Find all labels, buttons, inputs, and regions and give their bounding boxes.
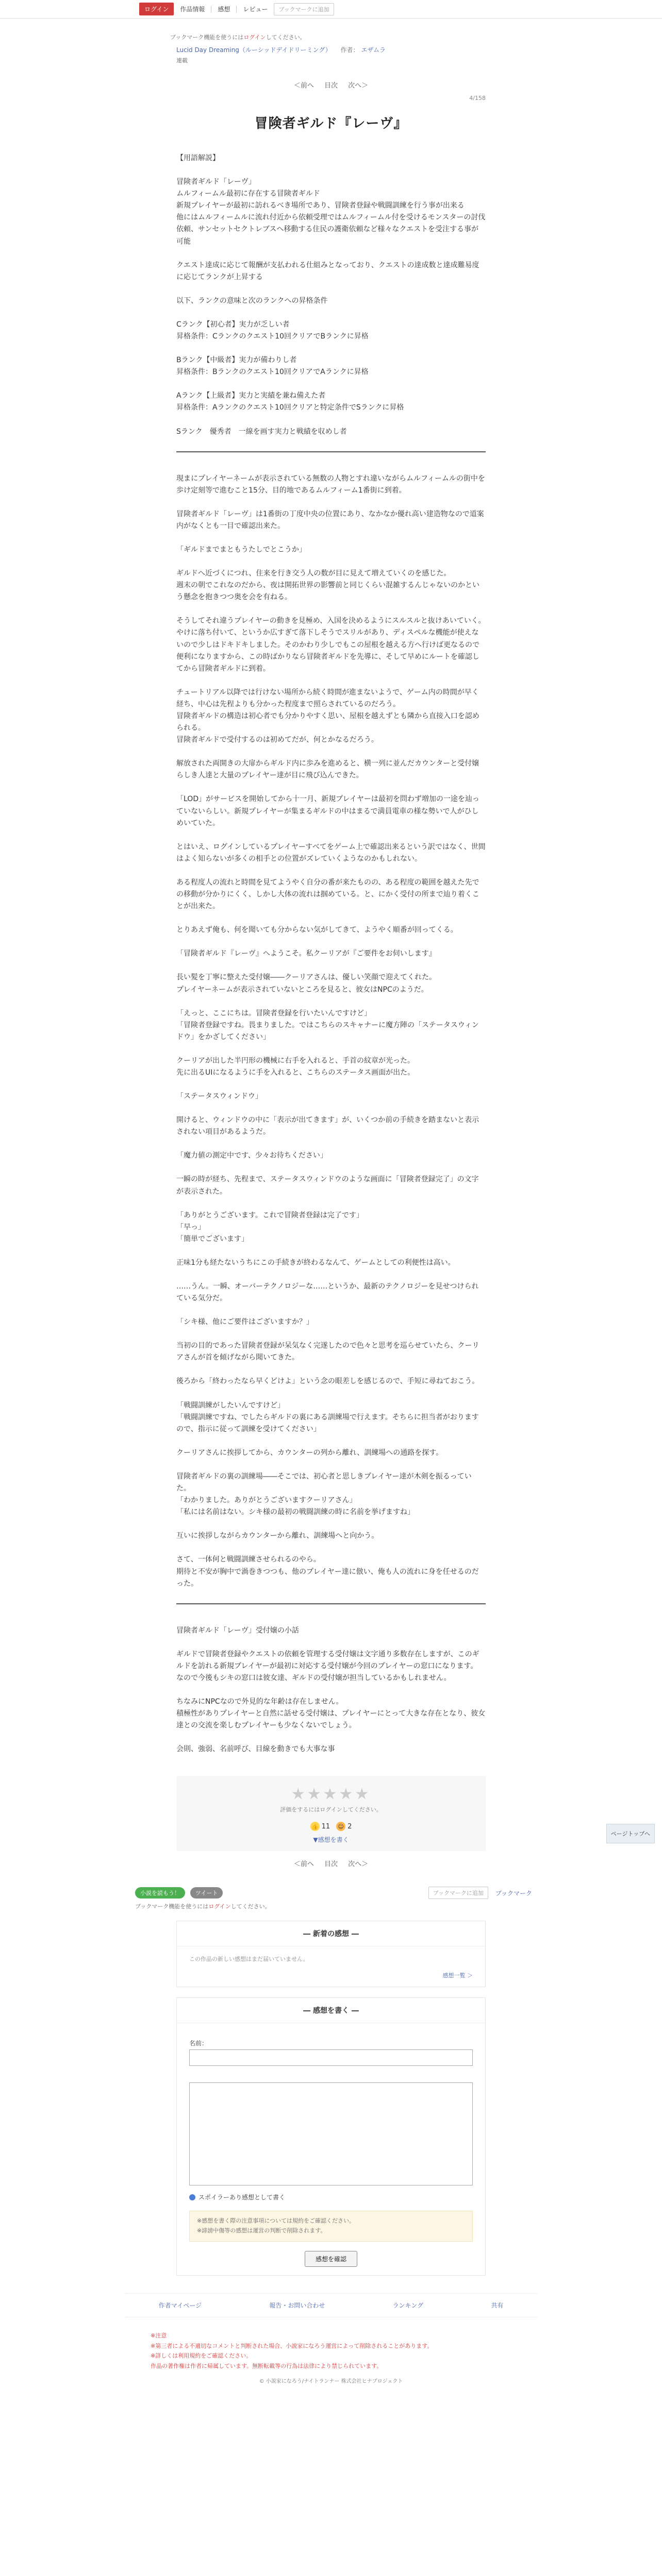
paragraph: とはいえ、ログインしているプレイヤーすべてをゲーム上で確認出来るという訳ではなく、世間はよく知らないが多くの相手との位置がズレていくようなのかもしれない。	[176, 842, 486, 863]
paragraph: 「簡単でございます」	[176, 1234, 249, 1243]
reactions	[176, 1822, 486, 1831]
novel-appendix	[176, 1625, 486, 1756]
paragraph: 当初の目的であった冒険者登録が呆気なく完遂したので色々と思考を巡らせていたら、クーリアさんが首を傾げながら聞いてきた。	[176, 1342, 479, 1362]
divider	[176, 451, 486, 452]
blank-line	[176, 746, 486, 758]
share-badge[interactable]: 小説を読もう！	[135, 1887, 185, 1899]
paragraph: 以下、ランクの意味と次のランクへの昇格条件	[176, 296, 328, 305]
paragraph: Bランク【中級者】実力が備わりし者	[176, 356, 297, 365]
feedback-panel	[176, 1921, 486, 1987]
paragraph: 冒険者ギルド「レーヴ」は1番街の丁度中央の位置にあり、なかなか優れ高い建造物なので道案内がなくとも一目で確認出来た。	[176, 510, 484, 530]
blank-line	[176, 1684, 486, 1696]
paragraph: プレイヤーネームが表示されていないところを見ると、彼女はNPCのようだ。	[176, 985, 428, 994]
paragraph: 互いに挨拶しながらカウンターから離れ、訓練場へと向かう。	[176, 1532, 379, 1540]
paragraph: 「シキ様、他にご要件はございますか？」	[176, 1318, 313, 1327]
rating-box	[176, 1776, 486, 1851]
copyright: © 小説家になろう/ナイトランナー 株式会社ヒナプロジェクト	[259, 2379, 403, 2384]
blank-line	[176, 675, 486, 687]
blank-line	[176, 497, 486, 509]
paragraph: 「ギルドまでまともうたしでとこうか」	[176, 545, 306, 554]
bookmark-add-button[interactable]: ブックマークに追加	[274, 3, 334, 15]
paragraph: 正味1分も経たないうちにこの手続きが終わるなんて、ゲームとしての利便性は高い。	[176, 1258, 455, 1267]
star-rating[interactable]: ★★★★★	[291, 1785, 371, 1804]
paragraph: 昇格条件：Aランクのクエスト10回クリアと特定条件でSランクに昇格	[176, 403, 404, 412]
paragraph: 現まにプレイヤーネームが表示されている無数の人物とすれ違いながらムルフィームルの街中を歩け定刻等で進むこと15分、目的地であるムルフィーム1番街に到着。	[176, 474, 485, 495]
paragraph: 「わかりました。ありがとうございますクーリアさん」	[176, 1496, 357, 1505]
paragraph: 冒険者ギルド「レーヴ」受付嬢の小話	[176, 1626, 299, 1635]
feedback-empty: この作品の新しい感想はまだ届いていません。	[189, 1956, 309, 1963]
nav-review[interactable]: レビュー	[243, 6, 268, 13]
author-link[interactable]: エザムラ	[361, 46, 386, 54]
blank-line	[176, 603, 486, 615]
blank-line	[176, 1637, 486, 1649]
paragraph: 「冒険者ギルド『レーヴ』へようこそ。私クーリアが『ご要件をお伺いします』	[176, 950, 436, 958]
paragraph: 「えっと、ここにちは。冒険者登録を行いたいんですけど」	[176, 1009, 371, 1018]
caution-box: ※感想を書く際の注意事項については規約をご確認ください。 ※誹謗中傷等の感想は運営の判断で削除されます。	[189, 2211, 473, 2241]
smile-icon: ☺	[336, 1822, 345, 1831]
footer-nav	[125, 2293, 537, 2317]
paragraph: なので今後もシキの窓口は彼女達、ギルドの受付嬢が担当しているかもしれません。	[176, 1673, 451, 1682]
paragraph: 「LOD」がサービスを開始してから十一月、新規プレイヤーは最初を問わず増加の一途を辿っていないらしい。新規プレイヤーが集まるギルドの中はまるで満員電車の様な勢いで人がひしめいていた。	[176, 795, 479, 827]
paragraph: クエスト達成に応じて報酬が支払われる仕組みとなっており、クエストの達成数と達成難易度に応じてランクが上昇する	[176, 261, 479, 281]
nav-divider	[236, 6, 237, 13]
author-mypage-link[interactable]: 作者マイページ	[158, 2301, 202, 2309]
login-button[interactable]: ログイン	[139, 3, 174, 15]
paragraph: そうしてそれ違うプレイヤーの動きを見極め、入国を決めるようにスルスルと抜けあいていく。	[176, 617, 486, 625]
login-link[interactable]: ログイン	[243, 34, 266, 41]
blank-line	[176, 1435, 486, 1447]
feedback-heading: ― 新着の感想 ―	[177, 1921, 485, 1946]
paragraph: 【用語解説】	[176, 154, 220, 162]
blank-line	[176, 1103, 486, 1114]
paragraph: ギルドで冒険者登録やクエストの依頼を管理する受付嬢は文字通り多数存在しますが、このギルドを訪れる新規プレイヤーが最初に対応する受付嬢が今回のプレイヤーの窓口になります。	[176, 1650, 479, 1670]
blank-line	[176, 1732, 486, 1743]
thumbs-up-icon: 👍	[310, 1822, 320, 1831]
paragraph: ギルドへ近づくにつれ、住来を行き交う人の数が目に見えて増えていくのを感じた。	[176, 569, 451, 578]
page-top-button[interactable]: ページトップへ	[606, 1824, 655, 1843]
bookmark-notice-bottom: ブックマーク機能を使うにはログインしてください。	[135, 1903, 271, 1910]
blank-line	[176, 1245, 486, 1257]
paragraph: 開けると、ウィンドウの中に「表示が出てきます」が、いくつか前の手続きを踏まないと表示されない項目があるようだ。	[176, 1116, 479, 1137]
site-notice: ※注意 ※第三者による不適切なコメントと判断された場合、小説家になろう運営によって削除されることがあります。 ※詳しくは利用規約をご確認ください。 作品の著作権は作者に帰属しています。無断転載等の行為は法律により禁じられています。	[151, 2332, 433, 2370]
paragraph: クーリアが出した半円形の機械に右手を入れると、手首の紋章が光った。	[176, 1056, 415, 1065]
blank-line	[176, 782, 486, 793]
blank-line	[176, 378, 486, 390]
paragraph: 期待と不安が胸中で渦巻きつつも、他のプレイヤー達に倣い、俺も人の流れに身を任せるのだった。	[176, 1567, 479, 1588]
blank-line	[176, 1542, 486, 1554]
top-navbar	[0, 0, 662, 19]
nav-feelings[interactable]: 感想	[218, 6, 230, 13]
paragraph: ムルフィームル最初に存在する冒険者ギルド	[176, 190, 320, 198]
blank-line	[176, 164, 486, 176]
series-title-link[interactable]: Lucid Day Dreaming（ルーシッドデイドリーミング）	[176, 46, 332, 54]
paragraph: クーリアさんに挨拶してから、カウンターの列から離れ、訓練場への通路を探す。	[176, 1448, 443, 1457]
confirm-button[interactable]: 感想を確認	[305, 2251, 357, 2267]
toc-link[interactable]: 目次	[324, 1860, 338, 1869]
paragraph: 解放された両開きの大扉からギルド内に歩みを進めると、横一列に並んだカウンターと受付嬢らしき人達と大量のプレイヤー達が目に飛び込んできた。	[176, 759, 479, 780]
blank-line	[176, 1162, 486, 1174]
ranking-link[interactable]: ランキング	[392, 2301, 424, 2309]
blank-line	[176, 865, 486, 877]
paragraph: 冒険者ギルドの裏の訓練場――そこでは、初心者と思しきプレイヤー達が木剣を振るっていた。	[176, 1472, 472, 1493]
paragraph: 後ろから「終わったなら早くどけよ」という念の眼差しを感じるので、手短に尋ねておこう。	[176, 1377, 479, 1386]
paragraph: さて、一体何と戦闘訓練させられるのやら。	[176, 1555, 321, 1564]
next-link[interactable]: 次へ＞	[348, 82, 369, 90]
paragraph: 「私には名前はない。シキ様の最初の戦闘訓練の時に名前を挙げますね」	[176, 1508, 415, 1517]
novel-body-2	[176, 473, 486, 1590]
bookmark-notice: ブックマーク機能を使うにはログインしてください。	[170, 34, 306, 41]
chapter-pager-top	[176, 80, 486, 90]
spoiler-checkbox[interactable]: スポイラーあり感想として書く	[189, 2193, 473, 2201]
blank-line	[176, 1198, 486, 1210]
blank-line	[176, 1518, 486, 1530]
feedback-list-link[interactable]: 感想一覧 ＞	[442, 1972, 473, 1979]
name-label: 名前：	[189, 2040, 208, 2047]
paragraph: 新規プレイヤーが最初に訪れるべき場所であり、冒険者登録や戦闘訓練を行う事が出来る	[176, 201, 465, 210]
rating-caption: 評価をするにはログインしてください。	[280, 1806, 382, 1814]
paragraph: ある程度人の流れと時間を見てようやく自分の番が来たものの、ある程度の範囲を越えた先での移動が分かりにくく、しかし大体の流れは掴めている。と、にかく受付の所まで辿り着くことが出来た。	[176, 878, 479, 911]
prev-link[interactable]: ＜前へ	[293, 1860, 314, 1869]
bookmark-add-button-bottom[interactable]: ブックマークに追加	[428, 1887, 488, 1899]
paragraph: 「戦闘訓練ですね、でしたらギルドの裏にある訓練場で行えます。そちらに担当者がおりますので、指示に従って訓練を受けてください」	[176, 1413, 479, 1433]
paragraph: 「魔力値の測定中です、少々お待ちください」	[176, 1151, 327, 1160]
radio-icon	[189, 2194, 195, 2200]
paragraph: 「戦闘訓練がしたいんですけど」	[176, 1401, 285, 1410]
paragraph: 「ありがとうございます。これで冒険者登録は完了です」	[176, 1211, 363, 1219]
paragraph: 冒険者ギルドで受付するのは初めてだが、何とかなるだろう。	[176, 736, 378, 744]
footer-actions	[125, 1884, 537, 1902]
blank-line	[176, 829, 486, 841]
tweet-badge[interactable]: ツイート	[190, 1887, 223, 1899]
paragraph: 「早っ」	[176, 1223, 205, 1231]
blank-line	[176, 1138, 486, 1150]
feeling-textarea[interactable]	[189, 2082, 473, 2185]
blank-line	[176, 414, 486, 426]
chapter-pager-bottom	[176, 1858, 486, 1868]
paragraph: Sランク 優秀者 一線を画す実力と戦績を収めし者	[176, 427, 347, 436]
paragraph: 一瞬の時が経ち、先程まで、ステータスウィンドウのような画面に「冒険者登録完了」の文字が表示された。	[176, 1175, 479, 1196]
blank-line	[176, 960, 486, 972]
report-link[interactable]: 報告・お問い合わせ	[269, 2301, 325, 2309]
blank-line	[176, 556, 486, 568]
divider	[176, 1603, 486, 1604]
blank-line	[176, 532, 486, 544]
series-info: Lucid Day Dreaming（ルーシッドデイドリーミング） 作者： エザムラ	[176, 46, 386, 54]
login-link[interactable]: ログイン	[208, 1903, 231, 1910]
next-link[interactable]: 次へ＞	[348, 1860, 369, 1869]
paragraph: 冒険者ギルドの構造は初心者でも分かりやすく思い、屋根を越えずとも隣から直接入口を認められる。	[176, 712, 479, 733]
paragraph: チュートリアル以降では行けない場所から続く時間が進まないようで、ゲーム内の時間が早く経ち、中心は先程よりも分かった程度まで照らされているのだろう。	[176, 688, 479, 708]
paragraph: 長い髪を丁寧に整えた受付嬢――クーリアさんは、優しい笑顔で迎えてくれた。	[176, 973, 436, 982]
paragraph: 昇格条件：Cランクのクエスト10回クリアでBランクに昇格	[176, 332, 369, 341]
blank-line	[176, 307, 486, 319]
toc-link[interactable]: 目次	[324, 82, 338, 90]
blank-line	[176, 283, 486, 295]
reaction-smile[interactable]: ☺ 2	[336, 1822, 352, 1831]
write-feeling-link[interactable]: ▼感想を書く	[313, 1836, 349, 1844]
blank-line	[176, 343, 486, 354]
paragraph: ……うん。一瞬、オーバーテクノロジーな……というか、最新のテクノロジーを見せつけられている気分だ。	[176, 1282, 479, 1303]
write-feeling-panel	[176, 1997, 486, 2275]
paragraph: とりあえず俺も、何を聞いても分からない気がしてきて、ようやく順番が回ってくる。	[176, 926, 458, 935]
paragraph: 先に出るUIになるように手を入れると、こちらのステータス画面が出た。	[176, 1068, 415, 1077]
write-heading: ― 感想を書く ―	[177, 1998, 485, 2023]
blank-line	[176, 1304, 486, 1316]
blank-line	[176, 1459, 486, 1471]
blank-line	[176, 912, 486, 924]
blank-line	[176, 248, 486, 260]
blank-line	[176, 1043, 486, 1055]
paragraph: Cランク【初心者】実力が乏しい者	[176, 320, 290, 329]
paragraph: 昇格条件：Bランクのクエスト10回クリアでAランクに昇格	[176, 368, 369, 377]
blank-line	[176, 1079, 486, 1091]
paragraph: Aランク【上級者】実力と実績を兼ね備えた者	[176, 392, 326, 400]
blank-line	[176, 1328, 486, 1340]
nav-works[interactable]: 作品情報	[180, 6, 205, 13]
paragraph: 「ステータスウィンドウ」	[176, 1092, 262, 1101]
paragraph: ちなみにNPCなので外見的な年齢は存在しません。	[176, 1698, 343, 1706]
prev-link[interactable]: ＜前へ	[293, 82, 314, 90]
blank-line	[176, 1364, 486, 1376]
paragraph: 「冒険者登録ですね。畏まりました。ではこちらのスキャナーに魔方陣の「ステータスウィンドウ」をかざしてください」	[176, 1021, 479, 1041]
paragraph: 会則、強弱、名前呼び、目線を動きでも大事な事	[176, 1745, 335, 1754]
chapter-title: 冒険者ギルド『レーヴ』	[254, 116, 408, 131]
blank-line	[176, 936, 486, 948]
paragraph: 他にはムルフィームルに流れ付近から依頼受理ではムルフィームル付を受けるモンスターの討伐依頼、サンセットセクトレブスへ移動する住民の護衛依頼など様々なクエストを受注する事が可能	[176, 213, 486, 246]
novel-body	[176, 152, 486, 438]
blank-line	[176, 1388, 486, 1400]
blank-line	[176, 996, 486, 1008]
blank-line	[176, 1269, 486, 1281]
main-content	[170, 33, 486, 1869]
paragraph: やけに落ち付いて、というか広すぎて落下しそうでスリルがあり、ディスペルな機能が使えないので少しはドキドキしました。そのかわり少しでもこの屋根を越える方へ行けば更なるので便利になりますから、この時ばかりなら冒険者ギルドを先導に、そして早めにルートを確認してから冒険者ギルドに到着。	[176, 629, 479, 673]
reaction-like[interactable]: 👍 11	[310, 1822, 330, 1831]
status-badge: 連載	[176, 57, 188, 64]
paragraph: 週末の朝でこれなのだから、夜は開拓世界の影響前と同じくらい混雑するんじゃないのかという懸念を抱きつつ奥を会を有ねる。	[176, 581, 479, 602]
name-field[interactable]	[189, 2049, 473, 2066]
paragraph: 積極性がありプレイヤーと自然に話せる受付嬢は、プレイヤーにとって大きな存在となり、彼女達との交流を楽しむプレイヤーも少なくないでしょう。	[176, 1709, 486, 1730]
share-link[interactable]: 共有	[491, 2301, 504, 2309]
paragraph: 冒険者ギルド「レーヴ」	[176, 178, 256, 187]
page-number: 4/158	[469, 95, 486, 101]
bookmark-link[interactable]: ブックマーク	[495, 1889, 532, 1897]
